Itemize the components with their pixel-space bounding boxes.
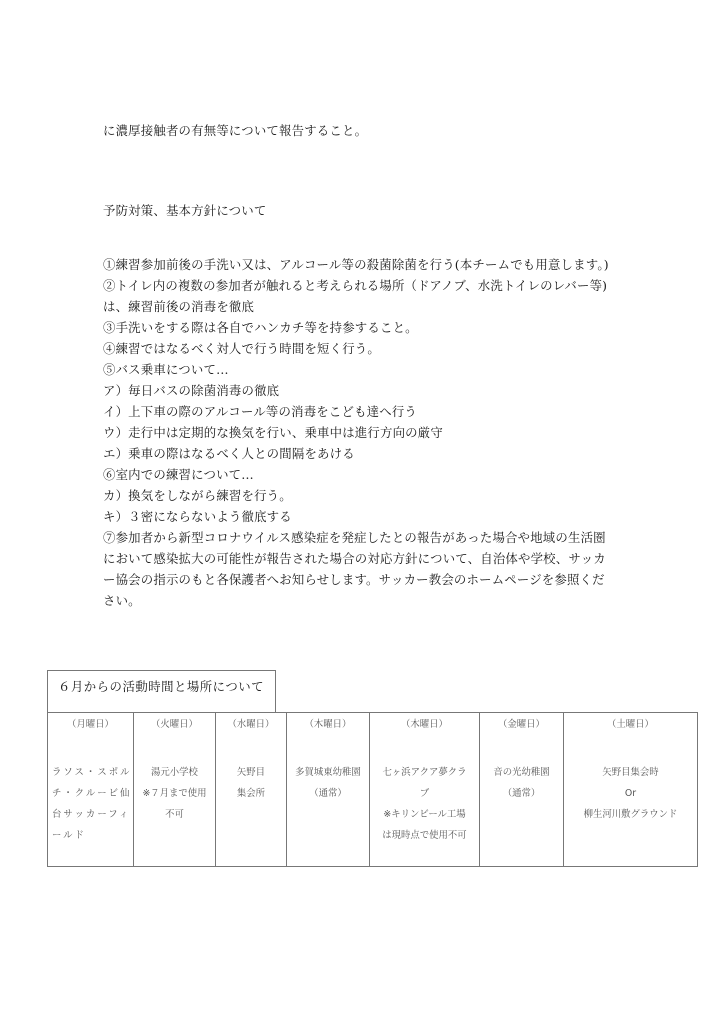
venue-line: （通常） [309, 788, 347, 799]
venue-line: 不可 [165, 809, 184, 820]
day-label: （木曜日） [401, 719, 448, 730]
policy-item: ①練習参加前後の手洗い又は、アルコール等の殺菌除菌を行う(本チームでも用意します。) [103, 257, 609, 272]
policy-item: ウ）走行中は定期的な換気を行い、乗車中は進行方向の厳守 [103, 425, 443, 440]
policy-item: ー協会の指示のもと各保護者へお知らせします。サッカー教会のホームページを参照くだ [103, 572, 605, 587]
section-heading: 予防対策、基本方針について [103, 203, 267, 218]
policy-item: カ）換気をしながら練習を行う。 [103, 488, 292, 503]
venue-line: 七ヶ浜アクア夢クラ [382, 767, 467, 778]
schedule-title: ６月からの活動時間と場所について [47, 670, 276, 712]
day-label: （金曜日） [498, 719, 545, 730]
day-label: （月曜日） [67, 719, 114, 730]
day-label: （木曜日） [304, 719, 352, 730]
policy-item: において感染拡大の可能性が報告された場合の対応方針について、自治体や学校、サッカ [103, 551, 606, 566]
policy-item: キ）３密にならないよう徹底する [103, 509, 292, 524]
policy-item: ⑥室内での練習について… [103, 467, 254, 482]
schedule-cell-monday [48, 713, 134, 867]
schedule-table [47, 712, 698, 867]
policy-item: ④練習ではなるべく対人で行う時間を短く行う。 [103, 341, 380, 356]
policy-item: エ）乗車の際はなるべく人との間隔をあける [103, 446, 355, 461]
venue-line: ラソス・スポル [52, 767, 132, 778]
venue-line: Or [624, 788, 637, 799]
schedule-cell-thursday [287, 713, 370, 867]
policy-item: ⑤バス乗車について… [103, 362, 229, 377]
venue-line: 湯元小学校 [151, 767, 198, 778]
venue-line: 集会所 [236, 788, 266, 799]
day-label: （水曜日） [227, 719, 275, 730]
schedule-cell-tuesday [134, 713, 216, 867]
day-label: （土曜日） [607, 719, 654, 730]
policy-item: は、練習前後の消毒を徹底 [103, 299, 255, 314]
venue-line: （通常） [502, 788, 541, 799]
intro-line: に濃厚接触者の有無等について報告すること。 [103, 123, 368, 138]
schedule-cell-friday [480, 713, 564, 867]
schedule-cell-thursday-2 [370, 713, 480, 867]
venue-line: 矢野目集会時 [602, 767, 659, 778]
venue-line: ※７月まで使用 [142, 788, 207, 799]
policy-item: ア）毎日バスの除菌消毒の徹底 [103, 383, 280, 398]
policy-item: ③手洗いをする際は各自でハンカチ等を持参すること。 [103, 320, 418, 335]
venue-line: 音の光幼稚園 [493, 767, 550, 778]
venue-line: ブ [419, 788, 430, 799]
venue-line: チ・クルービ仙 [52, 788, 132, 799]
policy-list [103, 254, 633, 611]
venue-line: ※キリンビール工場 [383, 809, 466, 820]
policy-item: ②トイレ内の複数の参加者が触れると考えられる場所（ドアノブ、水洗トイレのレバー等) [103, 278, 608, 293]
schedule-cell-saturday [564, 713, 698, 867]
policy-item: イ）上下車の際のアルコール等の消毒をこども達へ行う [103, 404, 418, 419]
venue-line: 柳生河川敷グラウンド [583, 809, 678, 820]
schedule-cell-wednesday [216, 713, 287, 867]
venue-line: 台サッカーフィ [52, 809, 131, 820]
venue-line: 矢野目 [236, 767, 266, 778]
venue-line: 多賀城東幼稚園 [295, 767, 361, 778]
policy-item: さい。 [103, 593, 141, 608]
venue-line: は現時点で使用不可 [382, 830, 467, 841]
venue-line: ールド [52, 830, 86, 841]
day-label: （火曜日） [151, 719, 198, 730]
policy-item: ⑦参加者から新型コロナウイルス感染症を発症したとの報告があった場合や地域の生活圏 [103, 530, 606, 545]
